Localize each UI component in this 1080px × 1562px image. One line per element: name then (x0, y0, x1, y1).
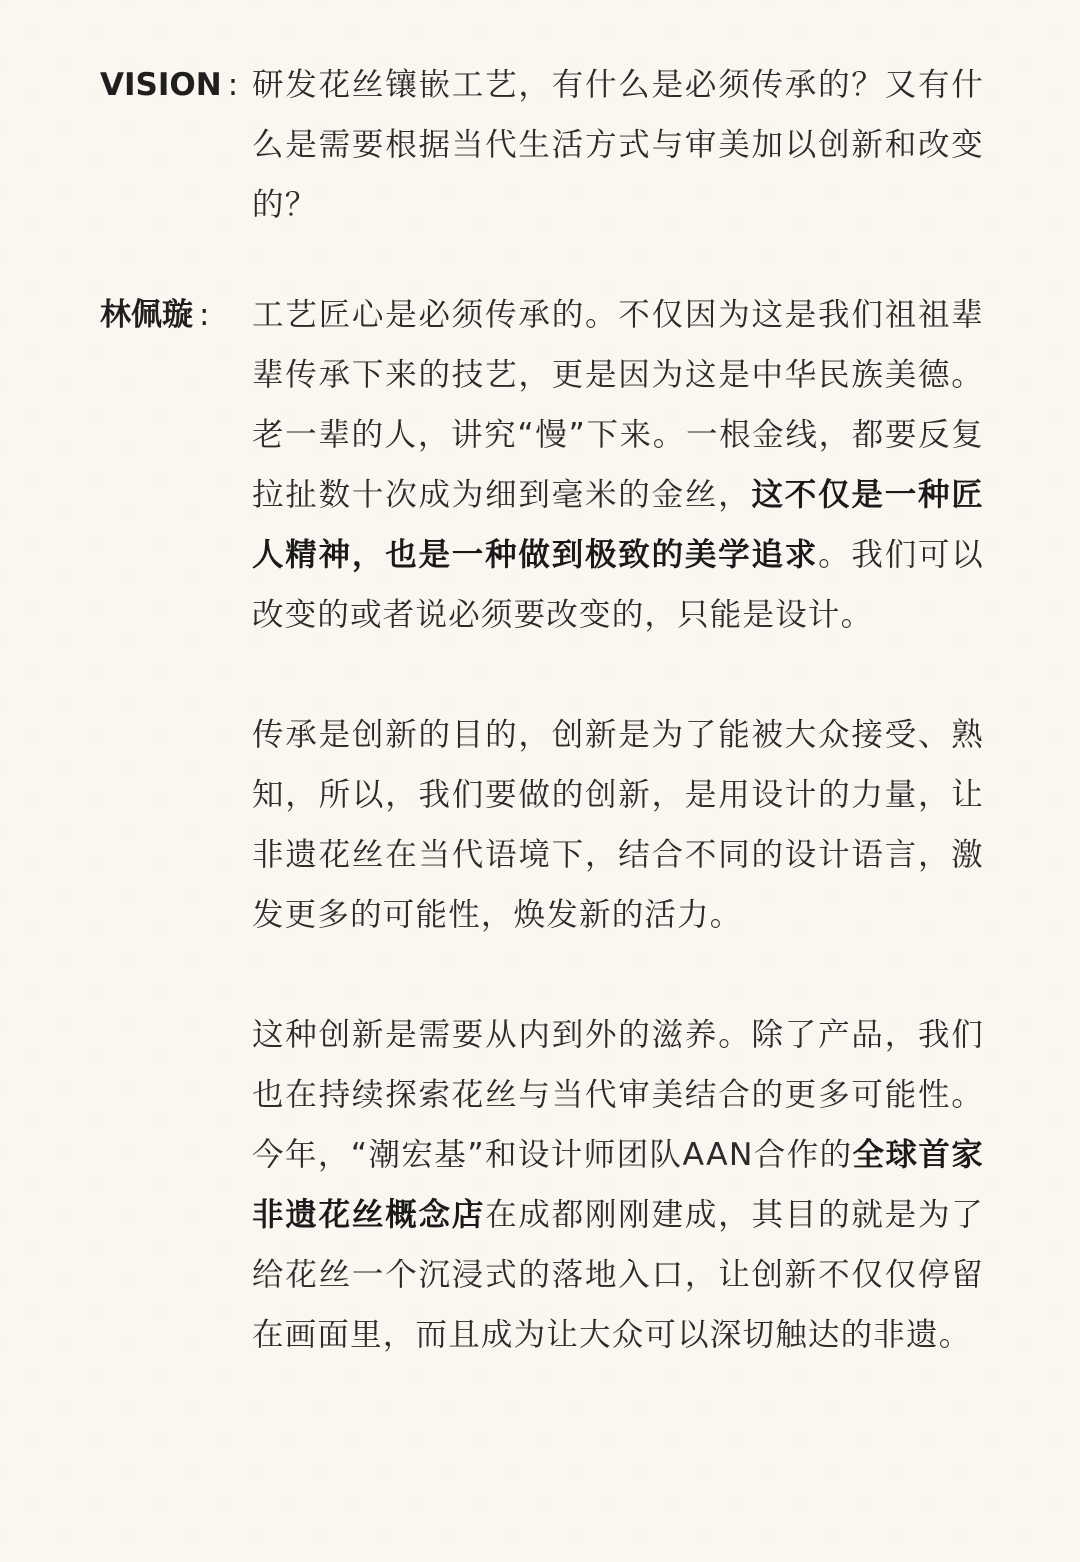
speaker-label-lin (100, 285, 252, 345)
question-text (252, 55, 984, 235)
speaker-name: 林佩璇 (100, 297, 193, 333)
answer-paragraph-3 (252, 1005, 984, 1365)
paragraph-text: 。我们可以改变的或者说必须要改变的，只能是设计。 (252, 537, 984, 633)
highlight-text: 这不仅是一种匠人精神，也是一种做到极致的美学追求 (252, 477, 984, 573)
answer-paragraph-2: 传承是创新的目的，创新是为了能被大众接受、熟知，所以，我们要做的创新，是用设计的力量，让非遗花丝在当代语境下，结合不同的设计语言，激发更多的可能性，焕发新的活力。 (252, 717, 984, 933)
paragraph-text: 这种创新是需要从内到外的滋养。除了产品，我们也在持续探索花丝与当代审美结合的更多可能性。今年，“潮宏基”和设计师团队AAN合作的 (252, 1017, 984, 1173)
speaker-colon: : (227, 67, 239, 103)
speaker-colon: : (199, 297, 210, 333)
speaker-name: VISION (100, 67, 222, 103)
answer-text (252, 285, 984, 1365)
question-paragraph: 研发花丝镶嵌工艺，有什么是必须传承的？又有什么是需要根据当代生活方式与审美加以创新和改变的？ (252, 67, 984, 223)
speaker-label-vision (100, 55, 252, 115)
paragraph-text: 在成都刚刚建成，其目的就是为了给花丝一个沉浸式的落地入口，让创新不仅仅停留在画面里，而且成为让大众可以深切触达的非遗。 (252, 1197, 984, 1353)
highlight-text: 全球首家非遗花丝概念店 (252, 1137, 984, 1233)
answer-paragraph-1 (252, 285, 984, 645)
paragraph-text: 工艺匠心是必须传承的。不仅因为这是我们祖祖辈辈传承下来的技艺，更是因为这是中华民族美德。老一辈的人，讲究“慢”下来。一根金线，都要反复拉扯数十次成为细到毫米的金丝， (252, 297, 984, 513)
